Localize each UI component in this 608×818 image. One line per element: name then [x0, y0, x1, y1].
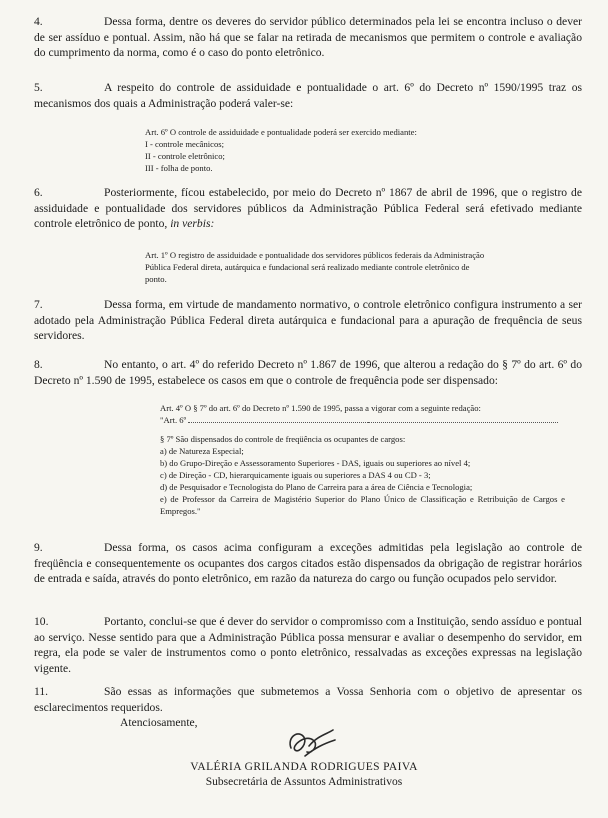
quote-line: a) de Natureza Especial;: [160, 446, 244, 456]
paragraph-9: [34, 540, 582, 587]
paragraph-number: 11.: [34, 685, 49, 698]
quote-line: II - controle eletrônico;: [145, 151, 225, 161]
paragraph-text: Dessa forma, dentre os deveres do servidor público determinados pela lei se encontra incluso o dever de ser assíduo e pontual. Assim, não há que se falar na retirada de mecanismos que permitem o controle e avaliação do cumprimento da norma, como é o caso do ponto eletrônico.: [34, 15, 582, 59]
quote-line: b) do Grupo-Direção e Assessoramento Superiores - DAS, iguais ou superiores ao nível 4;: [160, 458, 471, 468]
quote-line: § 7º São dispensados do controle de freqüência os ocupantes de cargos:: [160, 434, 406, 444]
quote-paragraph-7: [160, 433, 565, 517]
quote-art-4-head: [160, 402, 558, 426]
quote-line: Art. 6º O controle de assiduidade e pontualidade poderá ser exercido mediante:: [145, 127, 417, 137]
quote-line: I - controle mecânicos;: [145, 139, 224, 149]
paragraph-number: 4.: [34, 15, 43, 28]
quote-line: e) de Professor da Carreira de Magistério Superior do Plano Único de Classificação e Retribuição de Cargos e Empregos.": [160, 494, 565, 516]
paragraph-number: 8.: [34, 358, 43, 371]
quote-art-6: [145, 126, 417, 174]
quote-line: III - folha de ponto.: [145, 163, 213, 173]
quote-line: Pública Federal direta, autárquica e fundacional será realizado mediante controle eletrônico de: [145, 262, 470, 272]
paragraph-text: No entanto, o art. 4º do referido Decreto nº 1.867 de 1996, que alterou a redação do § 7º do art. 6º do Decreto nº 1.590 de 1995, estabelece os casos em que o controle de frequência pode ser dispensado:: [34, 358, 582, 387]
paragraph-6: [34, 185, 582, 232]
paragraph-10: [34, 614, 582, 676]
handwritten-signature: [283, 726, 343, 760]
dotted-line: [188, 414, 368, 423]
paragraph-number: 5.: [34, 81, 43, 94]
paragraph-8: [34, 357, 582, 388]
paragraph-number: 7.: [34, 298, 43, 311]
paragraph-4: [34, 14, 582, 61]
quote-line: Art. 4º O § 7º do art. 6º do Decreto nº 1.590 de 1995, passa a vigorar com a seguinte redação:: [160, 403, 481, 413]
paragraph-text: Posteriormente, fícou estabelecido, por meio do Decreto nº 1867 de abril de 1996, que o registro de assiduidade e pontualidade dos servidores públicos da Administração Pública Federal será efetivado mediante controle eletrônico de ponto,: [34, 186, 582, 230]
paragraph-text: A respeito do controle de assiduidade e pontualidade o art. 6º do Decreto nº 1590/1995 traz os mecanismos dos quais a Administração poderá valer-se:: [34, 81, 582, 110]
paragraph-number: 9.: [34, 541, 43, 554]
quote-line: Art. 1º O registro de assiduidade e pontualidade dos servidores públicos federais da Administração: [145, 250, 485, 260]
closing-salutation: Atenciosamente,: [120, 716, 198, 729]
quote-line: c) de Direção - CD, hierarquicamente iguais ou superiores a DAS 4 ou CD - 3;: [160, 470, 431, 480]
paragraph-text: São essas as informações que submetemos a Vossa Senhoria com o objetivo de apresentar os esclarecimentos requeridos.: [34, 685, 582, 714]
quote-line: d) de Pesquisador e Tecnologista do Plano de Carreira para a área de Ciência e Tecnologia;: [160, 482, 473, 492]
paragraph-number: 10.: [34, 615, 49, 628]
paragraph-11: [34, 684, 582, 715]
signer-role: Subsecretária de Assuntos Administrativos: [205, 776, 403, 788]
paragraph-number: 6.: [34, 186, 43, 199]
quote-line: ponto.: [145, 274, 167, 284]
quote-line: "Art. 6º: [160, 415, 187, 425]
paragraph-text: Dessa forma, os casos acima configuram a exceções admitidas pela legislação ao controle de freqüência e consequentemente os ocupantes dos cargos citados estão dispensados da obrigação de registrar horários de entrada e saída, através do ponto eletrônico, em razão da natureza do cargo ou função ocupados pelo servidor.: [34, 541, 582, 585]
quote-art-1: [145, 249, 484, 285]
paragraph-5: [34, 80, 582, 111]
paragraph-7: [34, 297, 582, 344]
signer-name: VALÉRIA GRILANDA RODRIGUES PAIVA: [190, 761, 418, 773]
dotted-line: [368, 414, 558, 423]
paragraph-italic: in verbis:: [170, 217, 215, 230]
paragraph-text: Portanto, conclui-se que é dever do servidor o compromisso com a Instituição, sendo assíduo e pontual ao serviço. Nesse sentido para que a Administração Pública possa mensurar e avaliar o desempenho do servidor, em regra, ela pode se valer de instrumentos como o ponto eletrônico, ressalvadas as exceções expressas na legislação vigente.: [34, 615, 582, 675]
paragraph-text: Dessa forma, em virtude de mandamento normativo, o controle eletrônico configura instrumento a ser adotado pela Administração Pública Federal direta autárquica e fundacional para a apuração de frequência de seus servidores.: [34, 298, 582, 342]
